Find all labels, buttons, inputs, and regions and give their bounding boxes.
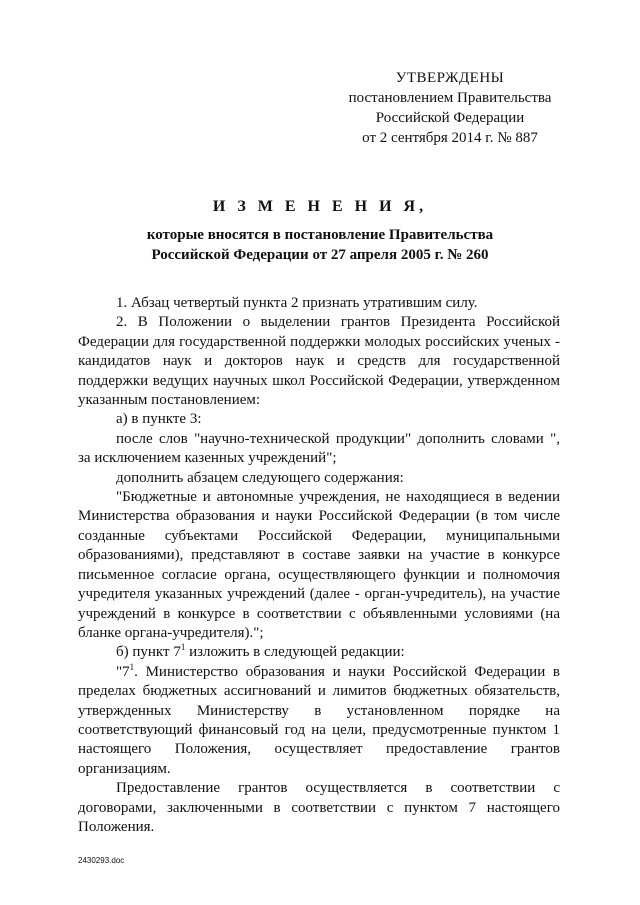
paragraph-3: а) в пункте 3: [116, 411, 202, 428]
paragraph-9: Предоставление грантов осуществляется в соответствии с договорами, заключенными в соответствии с пунктом 7 настоящего Положения. [78, 780, 560, 835]
paragraph-8 [78, 663, 560, 779]
subtitle-line: Российской Федерации от 27 апреля 2005 г. № 260 [151, 247, 489, 263]
paragraph-7-text: изложить в следующей редакции: [185, 644, 405, 661]
footer-file-name: 2430293.doc [78, 856, 125, 865]
approval-date-number: от 2 сентября 2014 г. № 887 [362, 130, 538, 146]
paragraph-6: "Бюджетные и автономные учреждения, не находящиеся в ведении Министерства образования и науки Российской Федерации (в том числе созданные субъектами Российской Федерации, муниципальными образованиями), представляют в составе заявки на участие в конкурсе письменное согласие органа, осуществляющего функции и полномочия учредителя указанных учреждений (далее - орган-учредитель), на участие учреждений в конкурсе в соответствии с объявленными условиями (на бланке органа-учредителя)."; [78, 489, 560, 641]
approval-title: УТВЕРЖДЕНЫ [395, 70, 505, 86]
approval-stamp [340, 68, 560, 148]
paragraph-7 [78, 643, 560, 662]
paragraph-7-text: б) пункт 7 [116, 644, 181, 661]
document-body [78, 294, 560, 837]
approval-line: Российской Федерации [375, 110, 525, 126]
document-subtitle [90, 225, 550, 265]
paragraph-8-text: "7 [116, 663, 130, 680]
paragraph-4: после слов "научно-технической продукции" дополнить словами ", за исключением казенных учреждений"; [78, 430, 560, 467]
paragraph-1: 1. Абзац четвертый пункта 2 признать утратившим силу. [116, 295, 478, 311]
superscript: 1 [180, 642, 186, 653]
document-title: И З М Е Н Е Н И Я, [212, 198, 428, 215]
superscript: 1 [129, 661, 135, 672]
paragraph-8-text: . Министерство образования и науки Российской Федерации в пределах бюджетных ассигнований и лимитов бюджетных обязательств, утвержденных Министерству в установленном порядке на соответствующий финансовый год на цели, предусмотренные пунктом 1 настоящего Положения, осуществляет предоставление грантов организациям. [78, 663, 560, 777]
paragraph-5: дополнить абзацем следующего содержания: [116, 469, 404, 486]
paragraph-2: 2. В Положении о выделении грантов Президента Российской Федерации для государственной поддержки молодых российских ученых - кандидатов наук и докторов наук и средств для государственной поддержки ведущих научных школ Российской Федерации, утвержденном указанным постановлением: [78, 314, 560, 409]
approval-line: постановлением Правительства [348, 90, 552, 106]
subtitle-line: которые вносятся в постановление Правительства [146, 227, 494, 243]
